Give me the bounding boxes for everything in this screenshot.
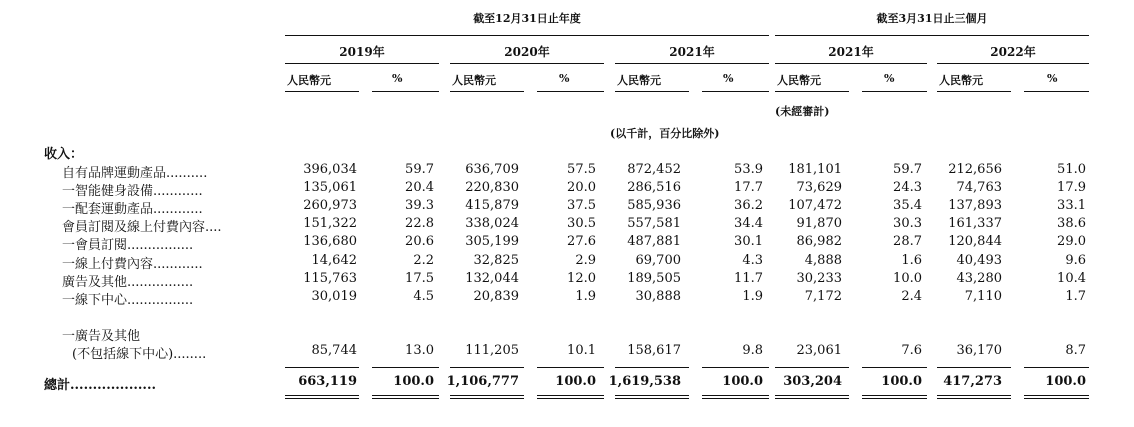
rule-unit-rmb-2019 [285,91,359,92]
rule-unit-pct-2022-q1 [1024,91,1089,92]
unaudited-note: (未經審計) [775,105,830,118]
total-double-rule [775,395,849,399]
table-cell: 151,322 [303,216,357,231]
rule-year-2020 [450,63,604,64]
table-cell: 10.0 [893,271,922,286]
table-cell: 557,581 [627,216,681,231]
table-cell: 36.2 [734,198,763,213]
unit-pct-2019: % [392,72,403,85]
rule-unit-pct-2020 [537,91,604,92]
total-cell: 100.0 [881,374,922,389]
total-double-rule [702,395,769,399]
table-cell: 20.6 [405,234,434,249]
table-cell: 17.7 [734,180,763,195]
table-cell: 17.9 [1057,180,1086,195]
table-cell: 12.0 [567,271,596,286]
subtotal-rule [285,367,359,368]
table-cell: 338,024 [465,216,519,231]
table-cell: 7,110 [964,289,1002,304]
table-cell: 132,044 [465,271,519,286]
subtotal-rule [862,367,927,368]
table-cell: 10.1 [567,343,596,358]
table-cell: 487,881 [627,234,681,249]
unit-rmb-2020: 人民幣元 [452,74,496,87]
subtotal-rule [1024,367,1089,368]
unit-rmb-2021: 人民幣元 [617,74,661,87]
table-cell: 1.7 [1065,289,1086,304]
table-cell: 33.1 [1057,198,1086,213]
table-cell: 27.6 [567,234,596,249]
table-cell: 161,337 [948,216,1002,231]
table-cell: 30,233 [796,271,842,286]
units-note: (以千計，百分比除外) [610,127,720,140]
table-row-label: 一會員訂閱................ [62,238,194,253]
table-row-label: 會員訂閱及線上付費內容.... [62,220,222,235]
table-cell: 212,656 [948,162,1002,177]
rule-group-annual [285,35,769,36]
table-row-label: 一配套運動產品............ [62,202,203,217]
table-cell: 2.2 [413,253,434,268]
table-cell: 7,172 [804,289,842,304]
subtotal-rule [372,367,439,368]
total-cell: 100.0 [1045,374,1086,389]
table-cell: 20,839 [473,289,519,304]
other-row-label-line2: (不包括線下中心)........ [72,347,207,362]
unit-rmb-2022-q1: 人民幣元 [939,74,983,87]
table-cell: 30.3 [893,216,922,231]
table-cell: 111,205 [465,343,519,358]
header-year-2019: 2019年 [339,45,385,59]
table-cell: 189,505 [627,271,681,286]
header-year-2021: 2021年 [669,45,715,59]
header-group-quarter: 截至3月31日止三個月 [876,12,988,25]
total-label: 總計................... [44,378,156,393]
table-cell: 40,493 [956,253,1002,268]
rule-year-2021-q1 [775,63,927,64]
table-cell: 137,893 [948,198,1002,213]
table-cell: 4.5 [413,289,434,304]
subtotal-rule [537,367,604,368]
rule-unit-pct-2019 [372,91,439,92]
table-cell: 10.4 [1057,271,1086,286]
unit-pct-2021-q1: % [884,72,895,85]
table-cell: 9.6 [1065,253,1086,268]
table-row-label: 一智能健身設備............ [62,184,203,199]
total-double-rule [862,395,927,399]
table-cell: 872,452 [627,162,681,177]
rule-unit-rmb-2021-q1 [775,91,849,92]
header-year-2021-q1: 2021年 [828,45,874,59]
table-cell: 4.3 [742,253,763,268]
table-cell: 73,629 [796,180,842,195]
total-cell: 417,273 [943,374,1002,389]
total-cell: 100.0 [555,374,596,389]
table-cell: 11.7 [734,271,763,286]
table-cell: 220,830 [465,180,519,195]
table-cell: 9.8 [742,343,763,358]
total-cell: 1,619,538 [608,374,681,389]
table-cell: 30.1 [734,234,763,249]
table-cell: 38.6 [1057,216,1086,231]
table-cell: 135,061 [303,180,357,195]
table-cell: 30.5 [567,216,596,231]
total-double-rule [450,395,524,399]
table-cell: 69,700 [635,253,681,268]
table-cell: 20.4 [405,180,434,195]
total-double-rule [537,395,604,399]
table-cell: 2.9 [575,253,596,268]
unit-pct-2022-q1: % [1047,72,1058,85]
rule-unit-rmb-2020 [450,91,524,92]
table-cell: 7.6 [901,343,922,358]
table-cell: 36,170 [956,343,1002,358]
table-cell: 59.7 [405,162,434,177]
total-double-rule [937,395,1011,399]
table-cell: 8.7 [1065,343,1086,358]
table-cell: 1.9 [742,289,763,304]
total-cell: 100.0 [393,374,434,389]
subtotal-rule [775,367,849,368]
subtotal-rule [937,367,1011,368]
table-cell: 39.3 [405,198,434,213]
table-cell: 4,888 [804,253,842,268]
section-label-revenue: 收入： [44,147,84,162]
rule-unit-rmb-2022-q1 [937,91,1011,92]
table-row-label: 一線上付費內容............ [62,257,203,272]
rule-year-2022-q1 [937,63,1089,64]
table-cell: 415,879 [465,198,519,213]
table-cell: 286,516 [627,180,681,195]
rule-year-2021 [615,63,769,64]
table-cell: 86,982 [796,234,842,249]
rule-year-2019 [285,63,439,64]
total-double-rule [1024,395,1089,399]
total-cell: 663,119 [298,374,357,389]
table-cell: 107,472 [788,198,842,213]
table-cell: 585,936 [627,198,681,213]
total-cell: 1,106,777 [446,374,519,389]
table-cell: 1.9 [575,289,596,304]
table-cell: 53.9 [734,162,763,177]
table-cell: 115,763 [303,271,357,286]
table-cell: 37.5 [567,198,596,213]
table-cell: 1.6 [901,253,922,268]
table-cell: 23,061 [796,343,842,358]
table-cell: 13.0 [405,343,434,358]
table-cell: 74,763 [956,180,1002,195]
table-cell: 24.3 [893,180,922,195]
table-cell: 2.4 [901,289,922,304]
table-cell: 43,280 [956,271,1002,286]
table-cell: 59.7 [893,162,922,177]
table-cell: 30,888 [635,289,681,304]
table-cell: 136,680 [303,234,357,249]
subtotal-rule [702,367,769,368]
table-cell: 305,199 [465,234,519,249]
table-cell: 396,034 [303,162,357,177]
table-cell: 158,617 [627,343,681,358]
table-cell: 34.4 [734,216,763,231]
rule-unit-rmb-2021 [615,91,689,92]
header-year-2020: 2020年 [504,45,550,59]
table-cell: 120,844 [948,234,1002,249]
table-cell: 28.7 [893,234,922,249]
table-cell: 32,825 [473,253,519,268]
unit-pct-2020: % [559,72,570,85]
total-double-rule [372,395,439,399]
unit-rmb-2019: 人民幣元 [287,74,331,87]
table-row-label: 自有品牌運動產品.......... [62,166,208,181]
table-cell: 181,101 [788,162,842,177]
table-row-label: 一線下中心................ [62,293,194,308]
subtotal-rule [450,367,524,368]
table-cell: 17.5 [405,271,434,286]
table-cell: 35.4 [893,198,922,213]
table-cell: 260,973 [303,198,357,213]
table-cell: 91,870 [796,216,842,231]
rule-unit-pct-2021 [702,91,769,92]
table-cell: 57.5 [567,162,596,177]
subtotal-rule [615,367,689,368]
table-cell: 636,709 [465,162,519,177]
table-cell: 30,019 [311,289,357,304]
table-row-label: 廣告及其他................ [62,275,194,290]
total-double-rule [615,395,689,399]
table-cell: 85,744 [311,343,357,358]
total-double-rule [285,395,359,399]
rule-unit-pct-2021-q1 [862,91,927,92]
table-cell: 20.0 [567,180,596,195]
header-group-annual: 截至12月31日止年度 [473,12,581,25]
table-cell: 29.0 [1057,234,1086,249]
table-cell: 22.8 [405,216,434,231]
table-cell: 14,642 [311,253,357,268]
total-cell: 303,204 [783,374,842,389]
rule-group-quarter [775,35,1089,36]
unit-pct-2021: % [723,72,734,85]
header-year-2022-q1: 2022年 [990,45,1036,59]
unit-rmb-2021-q1: 人民幣元 [777,74,821,87]
table-cell: 51.0 [1057,162,1086,177]
total-cell: 100.0 [722,374,763,389]
other-row-label-line1: 一廣告及其他 [62,329,141,344]
